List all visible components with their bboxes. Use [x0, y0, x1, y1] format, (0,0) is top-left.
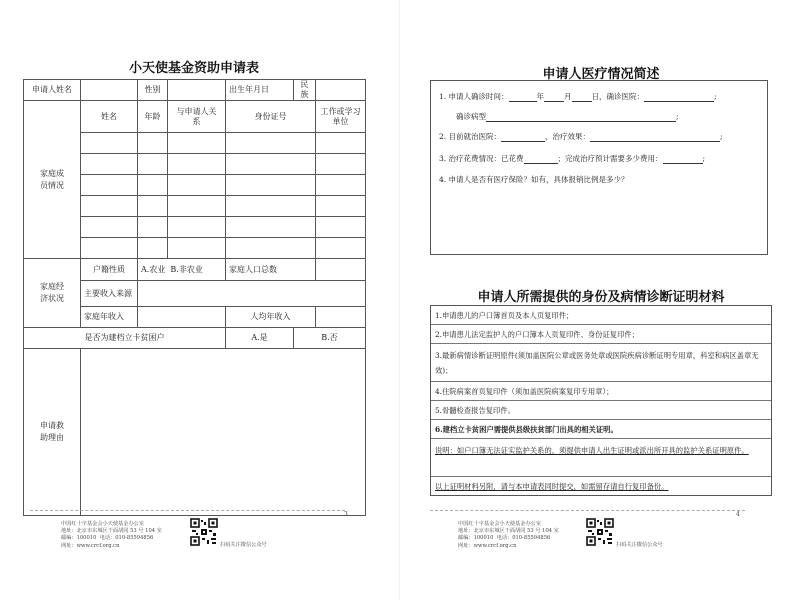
reason-label: 申请救助理由: [24, 349, 81, 516]
footer-postcode: 邮编：100010: [458, 535, 494, 542]
footer-address: 地址：北京市东城区干面胡同 53 号 104 室: [458, 528, 559, 535]
footer-divider: [30, 510, 345, 511]
applicant-name-label: 申请人姓名: [24, 80, 81, 101]
household-pop-label: 家庭人口总数: [226, 259, 316, 281]
footer-website: 网址：www.crcf.org.cn: [458, 542, 517, 549]
footer-divider: [430, 510, 745, 511]
current-hospital-field[interactable]: [501, 133, 545, 142]
medical-line-1b: 确诊病型 ;: [456, 112, 679, 121]
family-header-relation: 与申请人关系: [168, 101, 226, 133]
income-source-label: 主要收入来源: [81, 281, 138, 307]
material-item: 1.申请患儿的户口簿首页及本人页复印件；: [431, 306, 771, 325]
hospital-field[interactable]: [644, 93, 714, 102]
agri-option: A.农业: [141, 264, 166, 274]
cost-spent-field[interactable]: [524, 155, 558, 164]
material-footnote: 以上证明材料另附，请与本申请表同时提交，如需留存请自行复印备份。: [435, 482, 669, 491]
footer-website: 网址：www.crcf.org.cn: [61, 542, 120, 549]
footer-scan: 扫码关注微信公众号: [220, 542, 267, 548]
footer-org: 中国红十字基金会小天使基金办公室: [458, 521, 542, 527]
medical-line-3: 3. 治疗花费情况：已花费 ；完成治疗预计需要多少费用： ;: [439, 154, 706, 163]
family-header-work: 工作或学习单位: [316, 101, 366, 133]
footer-org: 中国红十字基金会小天使基金办公室: [61, 521, 145, 527]
day-field[interactable]: [572, 93, 592, 102]
birthdate-label: 出生年月日: [226, 80, 294, 101]
ethnicity-label: 民族: [294, 80, 316, 101]
family-header-id: 身份证号: [226, 101, 316, 133]
percap-income-value[interactable]: [316, 307, 366, 328]
applicant-name-value[interactable]: [81, 80, 138, 101]
footer-scan: 扫码关注微信公众号: [616, 542, 663, 548]
material-item: 2.申请患儿法定监护人的户口簿本人页复印件、身份证复印件；: [431, 325, 771, 344]
household-type-options[interactable]: [138, 259, 226, 281]
footer-phone: 电话：010-85594856: [496, 535, 551, 542]
family-members-label: 家庭成员情况: [24, 101, 81, 259]
ethnicity-value[interactable]: [316, 80, 366, 101]
medical-line-2: 2. 目前就治医院： ，治疗效果： ;: [439, 132, 723, 141]
material-item: 5.骨髓检查报告复印件。: [431, 401, 771, 420]
income-source-value[interactable]: [138, 281, 366, 307]
qr-code-icon: [190, 518, 218, 546]
material-item: 3.最新病情诊断证明原件(须加盖医院公章或医务处章或医院疾病诊断证明专用章，科室和病区盖章无效)；: [431, 344, 771, 382]
form-title: 小天使基金资助申请表: [128, 61, 259, 76]
footer-phone: 电话：010-85594856: [99, 535, 154, 542]
medical-title: 申请人医疗情况简述: [542, 67, 660, 82]
month-field[interactable]: [544, 93, 564, 102]
percap-income-label: 人均年收入: [226, 307, 316, 328]
medical-line-1: 1. 申请人确诊时间： 年 月 日，确诊医院： ;: [439, 92, 717, 101]
diagnosis-type-field[interactable]: [486, 113, 676, 122]
page-right: [400, 0, 800, 600]
nonagri-option: B.非农业: [170, 264, 203, 274]
footer-postcode: 邮编：100010: [61, 535, 97, 542]
family-header-name: 姓名: [81, 101, 138, 133]
material-note: 说明：如户口簿无法证实监护关系的，须提供申请人出生证明或派出所开具的监护关系证明原件。: [431, 439, 771, 477]
gender-value[interactable]: [168, 80, 226, 101]
reason-value[interactable]: [81, 349, 366, 516]
material-item-poverty: 6.建档立卡贫困户需提供县级扶贫部门出具的相关证明。: [431, 420, 771, 439]
qr-code-icon: [586, 518, 614, 546]
materials-box: [430, 305, 772, 496]
poverty-yes-option[interactable]: A.是: [226, 328, 294, 349]
gender-label: 性别: [138, 80, 168, 101]
poverty-question: 是否为建档立卡贫困户: [24, 328, 226, 349]
page-number: 3: [344, 511, 348, 518]
annual-income-label: 家庭年收入: [81, 307, 138, 328]
footer-info: [61, 521, 211, 550]
household-type-label: 户籍性质: [81, 259, 138, 281]
economy-label: 家庭经济状况: [24, 259, 81, 328]
application-form-table: [23, 79, 366, 516]
annual-income-value[interactable]: [138, 307, 226, 328]
materials-title: 申请人所需提供的身份及病情诊断证明材料: [477, 290, 725, 305]
year-field[interactable]: [509, 93, 537, 102]
medical-box: [430, 80, 768, 255]
treatment-effect-field[interactable]: [590, 133, 720, 142]
page-number: 4: [736, 511, 740, 518]
cost-expected-field[interactable]: [663, 155, 703, 164]
poverty-no-option[interactable]: B.否: [294, 328, 366, 349]
household-pop-value[interactable]: [316, 259, 366, 281]
material-item: 4.住院病案首页复印件（须加盖医院病案复印专用章）；: [431, 382, 771, 401]
medical-line-4: 4. 申请人是否有医疗保险？如有，具体报销比例是多少？: [439, 175, 629, 184]
family-header-age: 年龄: [138, 101, 168, 133]
footer-address: 地址：北京市东城区干面胡同 53 号 104 室: [61, 528, 162, 535]
